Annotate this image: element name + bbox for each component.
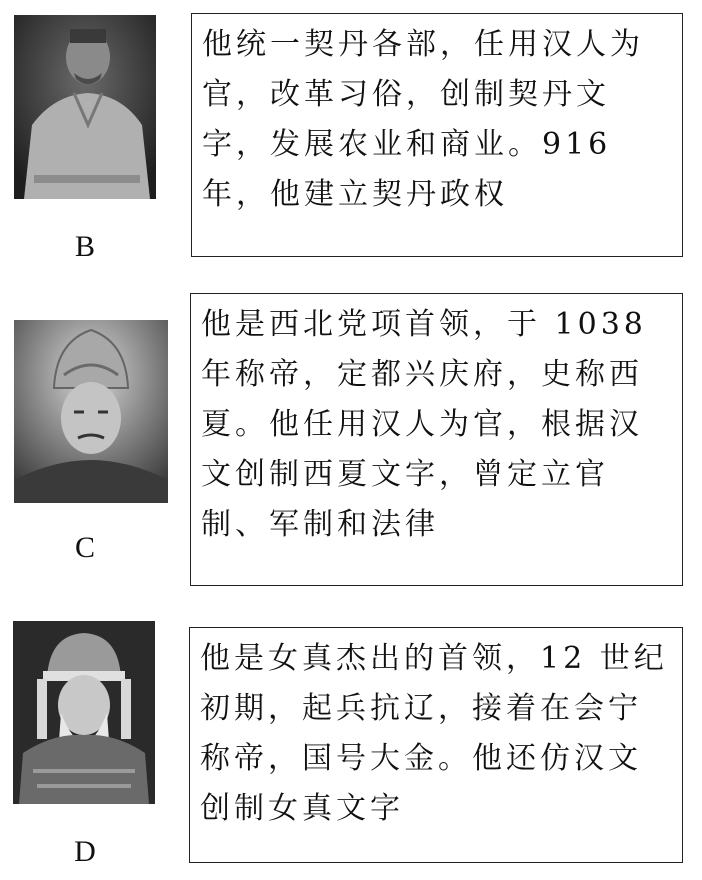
portrait-jurchen-leader-icon [13,621,155,804]
option-letter-b: B [74,230,95,263]
description-box-c: 他是西北党项首领，于 1038 年称帝，定都兴庆府，史称西夏。他任用汉人为官，根据汉文创制西夏文字，曾定立官制、军制和法律 [190,293,683,586]
description-box-b: 他统一契丹各部，任用汉人为官，改革习俗，创制契丹文字，发展农业和商业。916 年，他建立契丹政权 [191,13,683,257]
option-letter-c: C [74,531,95,564]
portrait-c-image [14,320,168,503]
portrait-b-image [14,15,156,199]
portrait-khitan-ruler-icon [14,15,156,199]
portrait-xixia-emperor-icon [14,320,168,503]
option-letter-d: D [74,835,96,868]
portrait-d-image [13,621,155,804]
description-box-d: 他是女真杰出的首领，12 世纪初期，起兵抗辽，接着在会宁称帝，国号大金。他还仿汉文创制女真文字 [189,627,683,863]
